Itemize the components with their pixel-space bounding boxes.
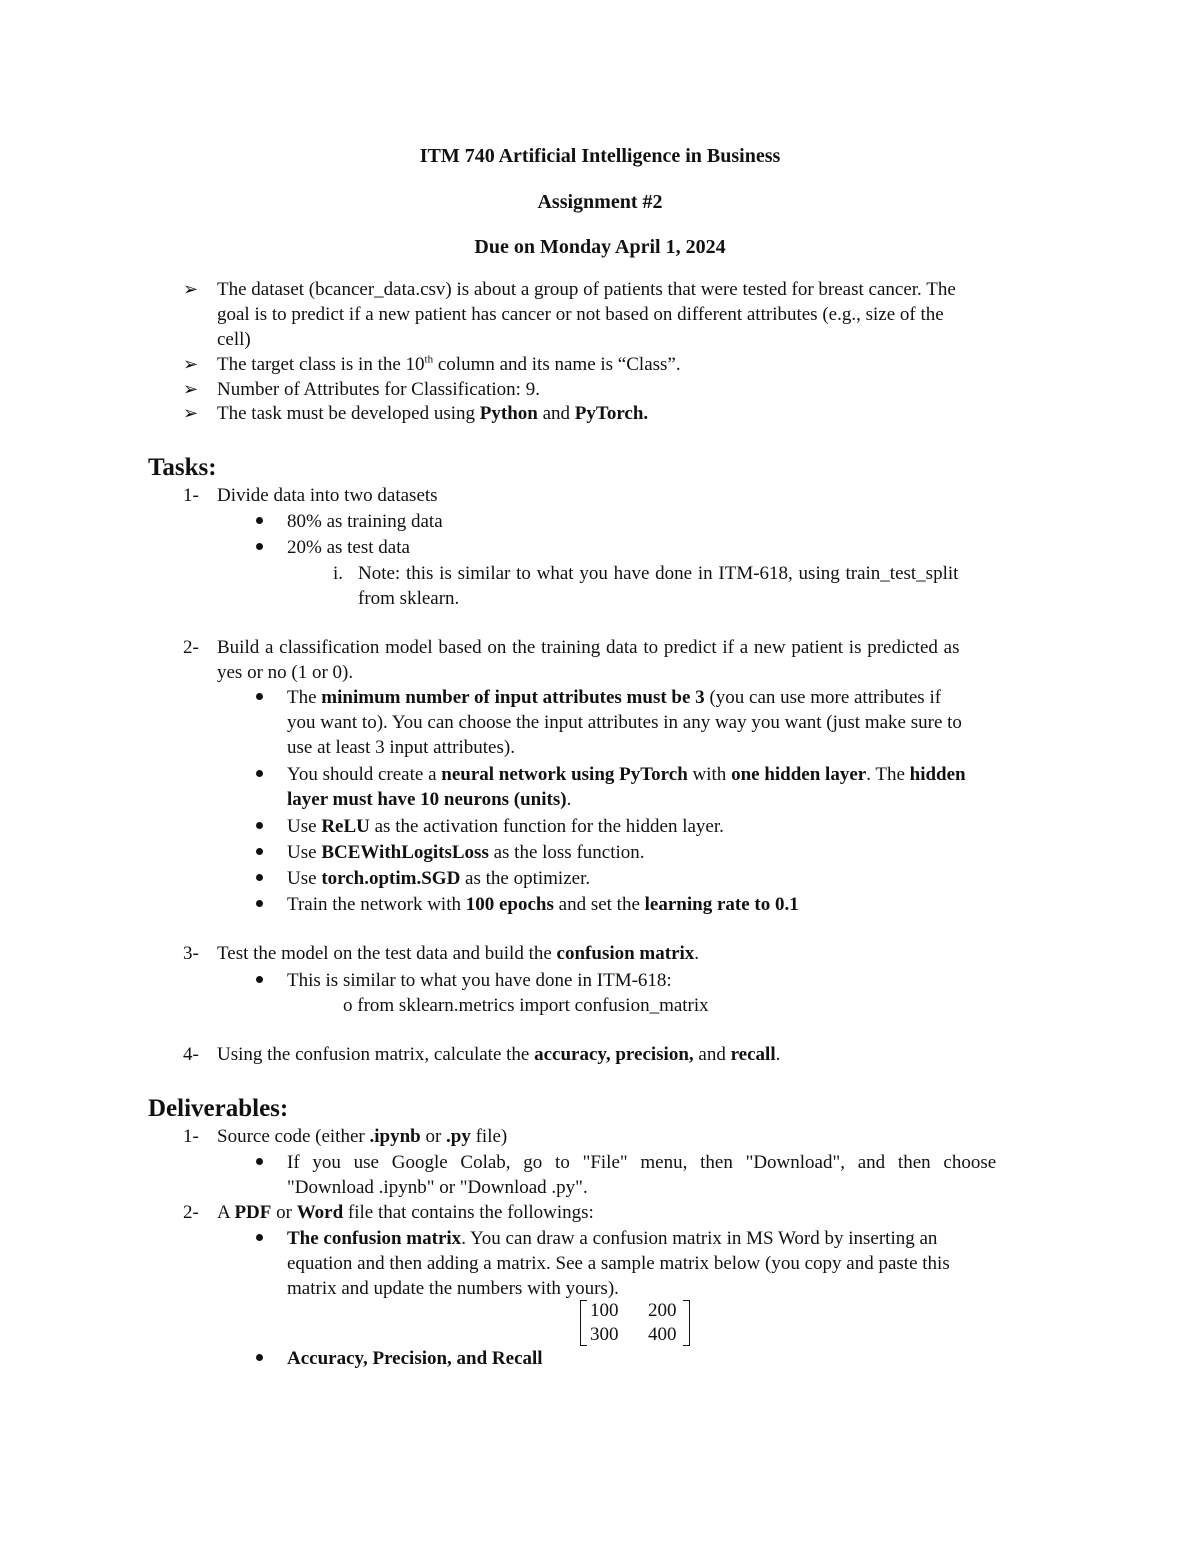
task-3-bullet: This is similar to what you have done in ITM-618: (287, 970, 672, 991)
task-2-bullet-network (287, 762, 966, 787)
task-2-b6-bold2: learning rate to 0.1 (644, 894, 799, 915)
deliverables-heading: Deliverables: (148, 1095, 289, 1122)
arrow-bullet-icon: ➢ (183, 354, 199, 374)
task-2-b2-line2 (287, 787, 571, 812)
course-title: ITM 740 Artificial Intelligence in Business (419, 145, 781, 167)
task-2-b2-pre: You should create a (287, 764, 442, 785)
task-2-b1-line3: use at least 3 input attributes). (287, 737, 515, 758)
arrow-bullet-icon: ➢ (183, 279, 199, 299)
task-1-bullet-training: 80% as training data (287, 511, 443, 532)
task-2-b2-bold2: one hidden layer (731, 764, 867, 785)
task-2-number: 2- (183, 637, 199, 658)
task-2-bullet-min-attributes (287, 685, 941, 710)
task-3-bold: confusion matrix (556, 943, 695, 964)
task-3-sub-item: o from sklearn.metrics import confusion_matrix (343, 995, 709, 1016)
deliverable-2-bullet-matrix (287, 1226, 937, 1251)
task-2-b1-post: (you can use more attributes if (704, 687, 942, 708)
arrow-bullet-icon: ➢ (183, 403, 199, 423)
intro-item4-pre: The task must be developed using (217, 403, 480, 424)
bullet-icon (256, 900, 263, 907)
task-2-b3-post: as the activation function for the hidden layer. (369, 816, 724, 837)
task-4-pre: Using the confusion matrix, calculate the (217, 1044, 535, 1065)
task-2-b1-bold: minimum number of input attributes must be 3 (321, 687, 705, 708)
matrix-cell: 100 (590, 1300, 619, 1321)
deliverable-2-number: 2- (183, 1202, 199, 1223)
task-1-note-line2: from sklearn. (358, 588, 460, 609)
task-1-text: Divide data into two datasets (217, 485, 438, 506)
deliverable-2-b2-bold: Accuracy, Precision, and Recall (287, 1348, 543, 1369)
task-2-bullet-epochs (287, 892, 799, 917)
task-2-b5-pre: Use (287, 868, 322, 889)
intro-item-tools (217, 401, 648, 426)
intro-item-target-class (217, 352, 681, 377)
matrix-cell: 400 (648, 1324, 677, 1345)
bullet-icon (256, 822, 263, 829)
intro-item-attributes: Number of Attributes for Classification: 9. (217, 379, 540, 400)
deliverable-1-mid: or (420, 1126, 447, 1147)
task-2-b1-line2: you want to). You can choose the input attributes in any way you want (just make sure to (287, 712, 962, 733)
task-3-text (217, 941, 699, 966)
intro-item1-line3: cell) (217, 329, 251, 350)
deliverable-1-pre: Source code (either (217, 1126, 370, 1147)
tasks-heading: Tasks: (148, 454, 217, 481)
task-4-number: 4- (183, 1044, 199, 1065)
deliverable-2-pdf: PDF (234, 1202, 272, 1223)
intro-item4-python: Python (479, 403, 538, 424)
deliverable-2-pre: A (217, 1202, 235, 1223)
deliverable-2-b1-line3: matrix and update the numbers with yours). (287, 1278, 619, 1299)
task-4-post: . (775, 1044, 781, 1065)
task-4-mid: and (693, 1044, 731, 1065)
deliverable-1-bullet-line1: If you use Google Colab, go to "File" menu, then "Download", and then choose (287, 1152, 997, 1173)
task-2-b5-post: as the optimizer. (460, 868, 591, 889)
task-2-b1-pre: The (287, 687, 322, 708)
task-2-b3-bold: ReLU (321, 816, 370, 837)
intro-item4-mid: and (537, 403, 575, 424)
bullet-icon (256, 1354, 263, 1361)
intro-item2-sup: th (424, 353, 434, 366)
task-2-bullet-optimizer (287, 866, 590, 891)
deliverable-2-b1-post: . You can draw a confusion matrix in MS Word by inserting an (461, 1228, 938, 1249)
task-1-number: 1- (183, 485, 199, 506)
due-date: Due on Monday April 1, 2024 (474, 236, 726, 258)
bullet-icon (256, 770, 263, 777)
task-1-bullet-test: 20% as test data (287, 537, 410, 558)
deliverable-2-b1-bold: The confusion matrix (287, 1228, 462, 1249)
intro-item1-line1: The dataset (bcancer_data.csv) is about a group of patients that were tested for breast cancer. The (217, 279, 956, 300)
task-2-b2-bold3: hidden (909, 764, 966, 785)
task-4-text (217, 1042, 780, 1067)
bullet-icon (256, 976, 263, 983)
task-2-b3-pre: Use (287, 816, 322, 837)
deliverable-1-post: file) (470, 1126, 508, 1147)
bullet-icon (256, 1234, 263, 1241)
intro-item1-line2: goal is to predict if a new patient has cancer or not based on different attributes (e.g., size of the (217, 304, 944, 325)
deliverable-1-text (217, 1124, 507, 1149)
task-2-b2-line2-post: . (566, 789, 572, 810)
task-3-number: 3- (183, 943, 199, 964)
arrow-bullet-icon: ➢ (183, 379, 199, 399)
deliverable-1-ipynb: .ipynb (369, 1126, 421, 1147)
task-2-b2-mid: with (687, 764, 732, 785)
task-4-bold: accuracy, precision, (534, 1044, 694, 1065)
intro-item2-pre: The target class is in the 10 (217, 354, 425, 375)
task-2-line2: yes or no (1 or 0). (217, 662, 354, 683)
matrix-left-bracket (580, 1300, 587, 1346)
deliverable-2-bullet-metrics (287, 1346, 543, 1371)
task-2-line1: Build a classification model based on the training data to predict if a new patient is predicted as (217, 637, 960, 658)
deliverable-1-py: .py (446, 1126, 471, 1147)
task-1-note-number: i. (333, 563, 344, 584)
task-3-pre: Test the model on the test data and build the (217, 943, 557, 964)
matrix-cell: 200 (648, 1300, 677, 1321)
task-2-b4-pre: Use (287, 842, 322, 863)
task-2-b5-bold: torch.optim.SGD (321, 868, 461, 889)
matrix-cell: 300 (590, 1324, 619, 1345)
task-3-post: . (694, 943, 700, 964)
task-2-b6-pre: Train the network with (287, 894, 466, 915)
deliverable-1-bullet-line2: "Download .ipynb" or "Download .py". (287, 1177, 588, 1198)
sample-confusion-matrix (580, 1298, 690, 1348)
task-4-bold2: recall (730, 1044, 776, 1065)
bullet-icon (256, 848, 263, 855)
deliverable-2-post: file that contains the followings: (343, 1202, 594, 1223)
deliverable-2-b1-line2: equation and then adding a matrix. See a sample matrix below (you copy and paste this (287, 1253, 950, 1274)
task-2-b2-mid2: . The (866, 764, 910, 785)
bullet-icon (256, 1158, 263, 1165)
bullet-icon (256, 874, 263, 881)
task-1-note-line1: Note: this is similar to what you have done in ITM-618, using train_test_split (358, 563, 959, 584)
assignment-title: Assignment #2 (537, 191, 663, 213)
task-2-b2-bold1: neural network using PyTorch (441, 764, 688, 785)
task-2-b6-mid: and set the (553, 894, 645, 915)
matrix-right-bracket (683, 1300, 690, 1346)
task-2-b4-bold: BCEWithLogitsLoss (321, 842, 489, 863)
bullet-icon (256, 517, 263, 524)
task-2-b2-line2-bold: layer must have 10 neurons (units) (287, 789, 567, 810)
intro-item4-pytorch: PyTorch. (574, 403, 649, 424)
task-2-bullet-relu (287, 814, 724, 839)
deliverable-2-mid: or (271, 1202, 297, 1223)
bullet-icon (256, 693, 263, 700)
task-2-bullet-loss (287, 840, 645, 865)
deliverable-2-text (217, 1200, 594, 1225)
intro-item2-post: column and its name is “Class”. (433, 354, 681, 375)
bullet-icon (256, 543, 263, 550)
task-2-b4-post: as the loss function. (488, 842, 645, 863)
task-2-b6-bold1: 100 epochs (465, 894, 554, 915)
deliverable-2-word: Word (296, 1202, 344, 1223)
intro-item-dataset (217, 277, 1053, 302)
deliverable-1-number: 1- (183, 1126, 199, 1147)
